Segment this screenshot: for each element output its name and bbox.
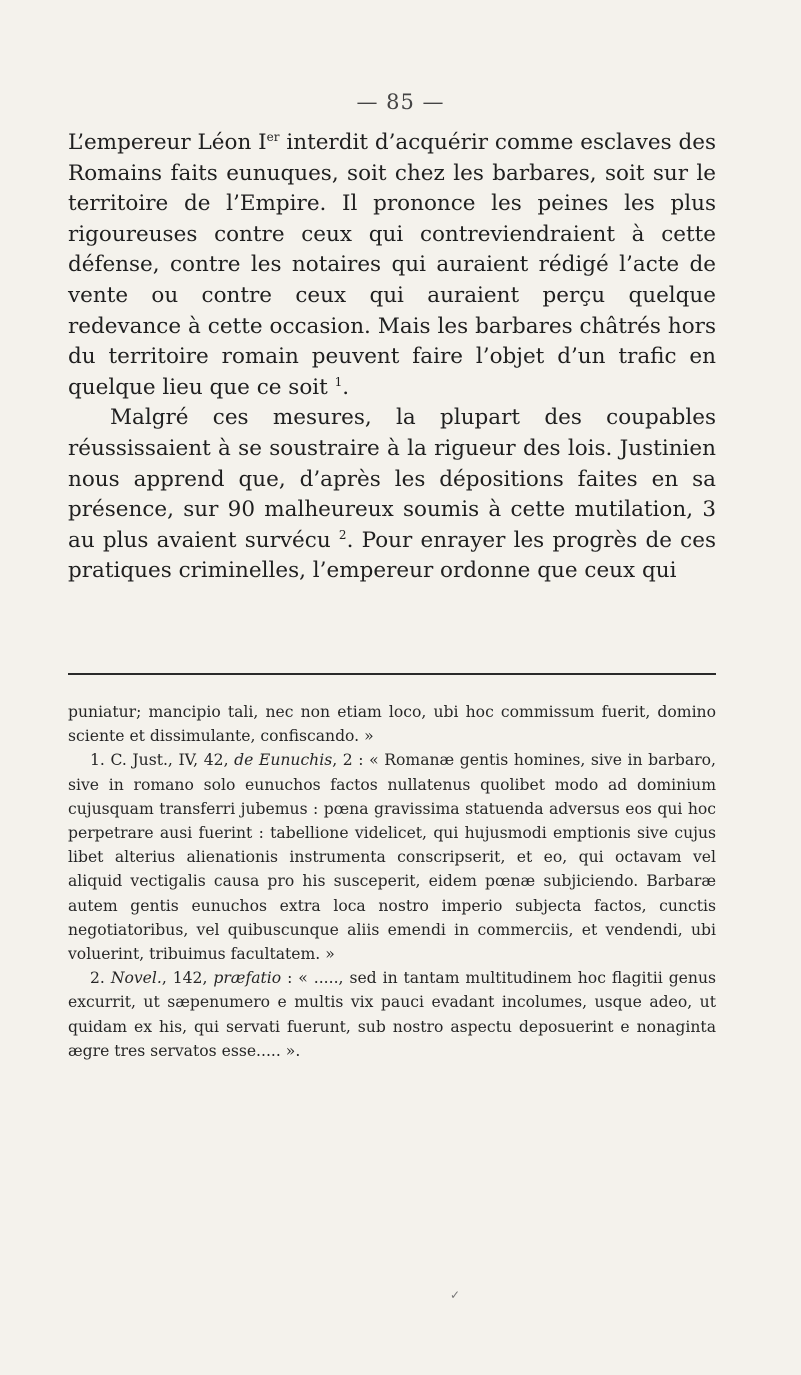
stray-pen-mark: ✓ (450, 1288, 461, 1302)
footnote-2-text: : « ....., sed in tantam multitudinem hoc flagitii genus excurrit, ut sæpenumero e multis vix pauci evadant incolumes, usque adeo, ut quidam ex his, qui servati fuerunt, sub nostro aspectu deposuerint e nonaginta ægre tres servatos esse..... ». (68, 969, 716, 1060)
p2-text-start: Malgré ces mesures, la plupart des coupables réussissaient à se soustraire à la rigueur des lois. Justinien nous apprend que, d’après les dépositions faites en sa présence, sur 90 malheureux soumis à cette mutilation, 3 au plus avaient survécu (68, 405, 716, 553)
p1-text-start: L’empereur Léon I (68, 130, 267, 155)
paragraph-1 (68, 128, 716, 403)
footnote-1 (68, 748, 716, 966)
footnote-1-label: 1. C. Just., IV, 42, (90, 751, 235, 770)
footnote-2-number: , 142, (161, 969, 214, 988)
footnote-2-source: Novel. (110, 969, 162, 988)
page-number: — 85 — (356, 90, 445, 114)
footnote-continuation: puniatur; mancipio tali, nec non etiam loco, ubi hoc commissum fuerit, domino sciente et dissimulante, confiscando. » (68, 703, 716, 746)
footnote-1-title: de Eunuchis (234, 751, 333, 770)
main-text (68, 128, 716, 587)
footnote-2 (68, 966, 716, 1063)
footnote-2-label: 2. (90, 969, 111, 988)
footnotes (68, 700, 716, 1063)
footnote-ref-2: 2 (338, 527, 347, 542)
p1-text-rest: interdit d’acquérir comme esclaves des Romains faits eunuques, soit chez les barbares, soit sur le territoire de l’Empire. Il prononce les peines les plus rigoureuses contre ceux qui contreviendraient à cette défense, contre les notaires qui auraient rédigé l’acte de vente ou contre ceux qui auraient perçu quelque redevance à cette occasion. Mais les barbares châtrés hors du territoire romain peuvent faire l’objet d’un trafic en quelque lieu que ce soit (68, 130, 716, 400)
footnote-ref-1: 1 (334, 374, 343, 389)
footnote-2-title: præfatio (213, 969, 282, 988)
ordinal-superscript: er (266, 129, 280, 144)
p1-end: . (342, 374, 350, 400)
paragraph-2 (68, 403, 716, 587)
footnote-1-text: , 2 : « Romanæ gentis homines, sive in barbaro, sive in romano solo eunuchos factos nullatenus quolibet modo ad dominium cujusquam transferri jubemus : pœna gravissima statuenda adversus eos qui hoc perpetrare ausi fuerint : tabellione videlicet, qui hujusmodi emptionis sive cujus libet alterius alienationis instrumenta conscripserit, et eo, qui octavam vel aliquid vectigalis causa pro his susceperit, eidem pœnæ subjiciendo. Barbaræ autem gentis eunuchos extra loca nostro imperio subjecta factos, cunctis negotiatoribus, vel quibuscunque aliis emendi in commerciis, et vendendi, ubi voluerint, tribuimus facultatem. » (68, 751, 716, 964)
p2-text-rest: . Pour enrayer les progrès de ces pratiques criminelles, l’empereur ordonne que ceux qui (68, 527, 716, 584)
footnote-divider (68, 673, 716, 675)
